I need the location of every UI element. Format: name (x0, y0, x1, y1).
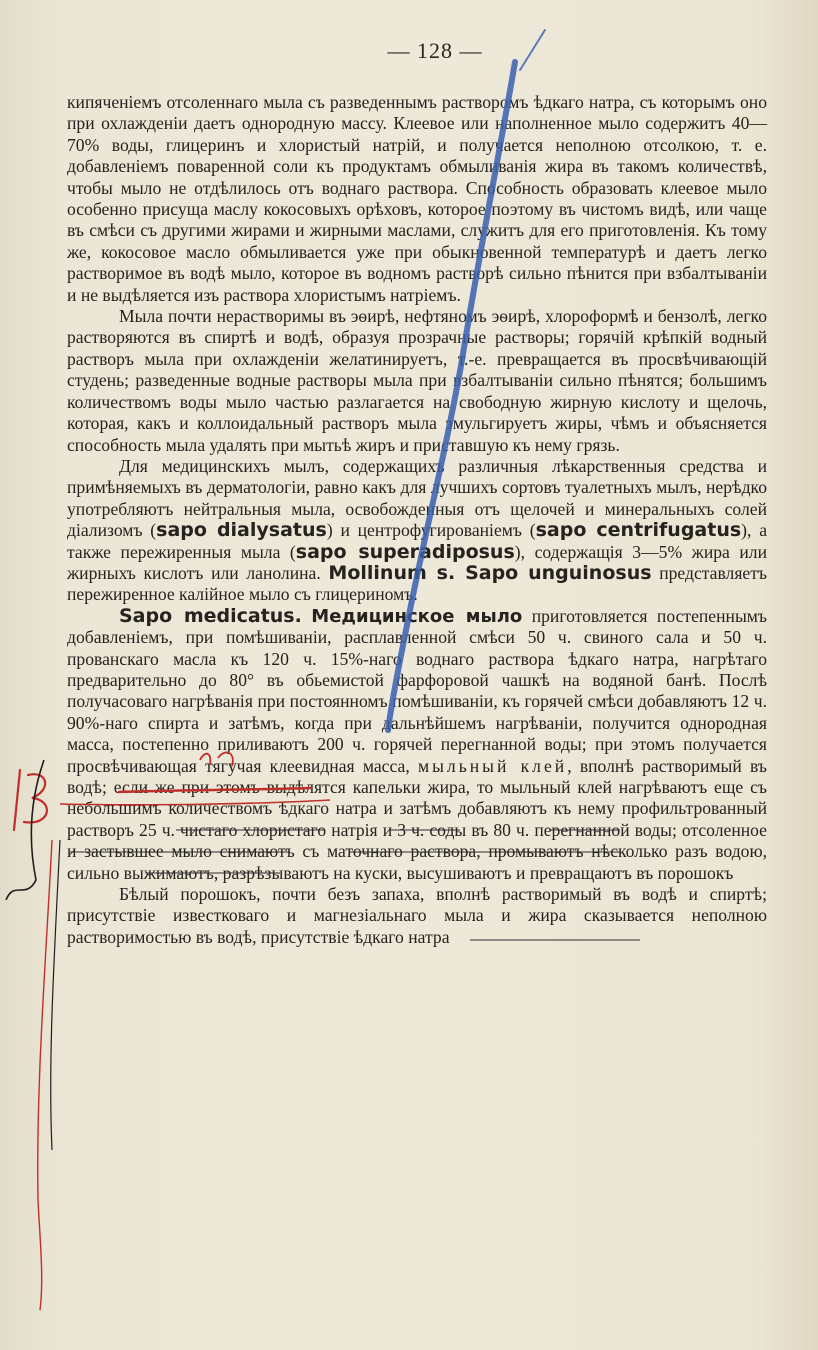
paragraph-4 (67, 606, 767, 884)
p3-text-e: представляетъ пережиренное калійное мыло съ глицериномъ. (67, 562, 768, 605)
latin-term-sapo-superadiposus: sapo superadiposus (295, 540, 515, 563)
paragraph-3 (67, 456, 767, 606)
red-margin-line (38, 840, 52, 1310)
paragraph-2: Мыла почти нерастворимы въ эѳирѣ, нефтяномъ эѳирѣ, хлороформѣ и бензолѣ, легко растворяются въ спиртѣ и водѣ, образуя прозрачные растворы; горячій крѣпкій водный растворъ мыла при охлажденіи желатинируетъ, т.-е. превращается въ просвѣчивающій студень; разведенные водные растворы мыла при взбалтываніи сильно пѣнятся; большимъ количествомъ воды мыло частью разлагается на свободную жирную кислоту и щелочь, которая, какъ и коллоидальный растворъ мыла эмульгируетъ жиры, чѣмъ и объясняется способность мыла удалять при мытьѣ жиръ и приставшую къ нему грязь. (67, 306, 767, 455)
spaced-term-soap-glue: мыльный клей (417, 755, 568, 776)
p3-text-b: ) и центрофугированіемъ ( (326, 520, 536, 541)
red-margin-number (14, 770, 47, 830)
latin-term-sapo-centrifugatus: sapo centrifugatus (535, 519, 742, 542)
p4-text-a: приготовляется постепеннымъ добавленіемъ, при помѣшиваніи, расплавленной смѣси 50 ч. свиного сала и 50 ч. прованскаго масла къ 120 ч. 15%-наго воднаго раствора ѣдкаго натра, нагрѣтаго предварительно до 80° въ обьемистой фарфоровой чашкѣ на водяной банѣ. Послѣ получасоваго нагрѣванія при постоянномъ помѣшиваніи, къ горячей смѣси добавляютъ 12 ч. 90%-наго спирта и затѣмъ, когда при дальнѣйшемъ нагрѣваніи, получится однородная масса, постепенно приливаютъ 200 ч. горячей перегнанной воды; при этомъ получается просвѣчивающая тягучая клеевидная масса, (67, 605, 767, 776)
section-heading-russian: Медицинское мыло (311, 605, 523, 627)
p3-text-d: ), содержащія 3—5% жира или жирныхъ кислотъ или ланолина. (67, 541, 768, 583)
latin-term-mollinum: Mollinum s. Sapo unguinosus (328, 561, 652, 584)
p4-text-b: , вполнѣ растворимый въ водѣ; если же при этомъ выдѣлятся капельки жира, то мыльный клей нагрѣваютъ еще съ небольшимъ количествомъ ѣдкаго натра и затѣмъ добавляютъ къ нему профильтрованный растворъ 25 ч. чистаго хлористаго натрія и 3 ч. соды въ 80 ч. перегнанной воды; отсоленное и застывшее мыло снимаютъ съ маточнаго раствора, промываютъ нѣсколько разъ водою, сильно выжимаютъ, разрѣзываютъ на куски, высушиваютъ и превращаютъ въ порошокъ (67, 755, 768, 883)
paragraph-5: Бѣлый порошокъ, почти безъ запаха, вполнѣ растворимый въ водѣ и спиртѣ; присутствіе известковаго и магнезіальнаго мыла и жира сказывается неполною растворимостью въ водѣ, присутствіе ѣдкаго натра (67, 884, 767, 947)
latin-term-sapo-dialysatus: sapo dialysatus (156, 519, 327, 542)
black-margin-line (6, 760, 44, 900)
p3-text-c: ), а также пережиренныя мыла ( (67, 520, 768, 562)
black-margin-line-lower (51, 840, 60, 1150)
blue-pen-stroke-thin (520, 30, 545, 70)
paragraph-1: кипяченіемъ отсоленнаго мыла съ разведеннымъ растворомъ ѣдкаго натра, съ которымъ оно при охлажденіи даетъ однородную массу. Клеевое или наполненное мыло содержитъ 40—70% воды, глицеринъ и хлористый натрій, и получается неполною отсолкою, т. е. добавленіемъ поваренной соли къ продуктамъ обмыливанія жира въ такомъ количествѣ, чтобы мыло не отдѣлилось отъ воднаго раствора. Способность образовать клеевое мыло особенно присуща маслу кокосовыхъ орѣховъ, которое поэтому въ чистомъ видѣ, или чаще въ смѣси съ другими жирами и жирными маслами, служитъ для его приготовленія. Къ тому же, кокосовое масло обмыливается уже при обыкновенной температурѣ и даетъ легко растворимое въ водѣ мыло, которое въ водномъ растворѣ сильно пѣнится при взбалтываніи и не выдѣляется изъ раствора хлористымъ натріемъ. (67, 92, 767, 305)
section-heading-latin: Sapo medicatus. (119, 604, 302, 627)
page-number: — 128 — (387, 38, 483, 63)
body-text (67, 92, 767, 948)
p3-text-a: Для медицинскихъ мылъ, содержащихъ различныя лѣкарственныя средства и примѣняемыхъ въ дерматологіи, равно какъ для лучшихъ сортовъ туалетныхъ мылъ, нерѣдко употребляютъ нейтральныя мыла, освобожденныя отъ щелочей и минеральныхъ солей діализомъ ( (67, 455, 767, 541)
